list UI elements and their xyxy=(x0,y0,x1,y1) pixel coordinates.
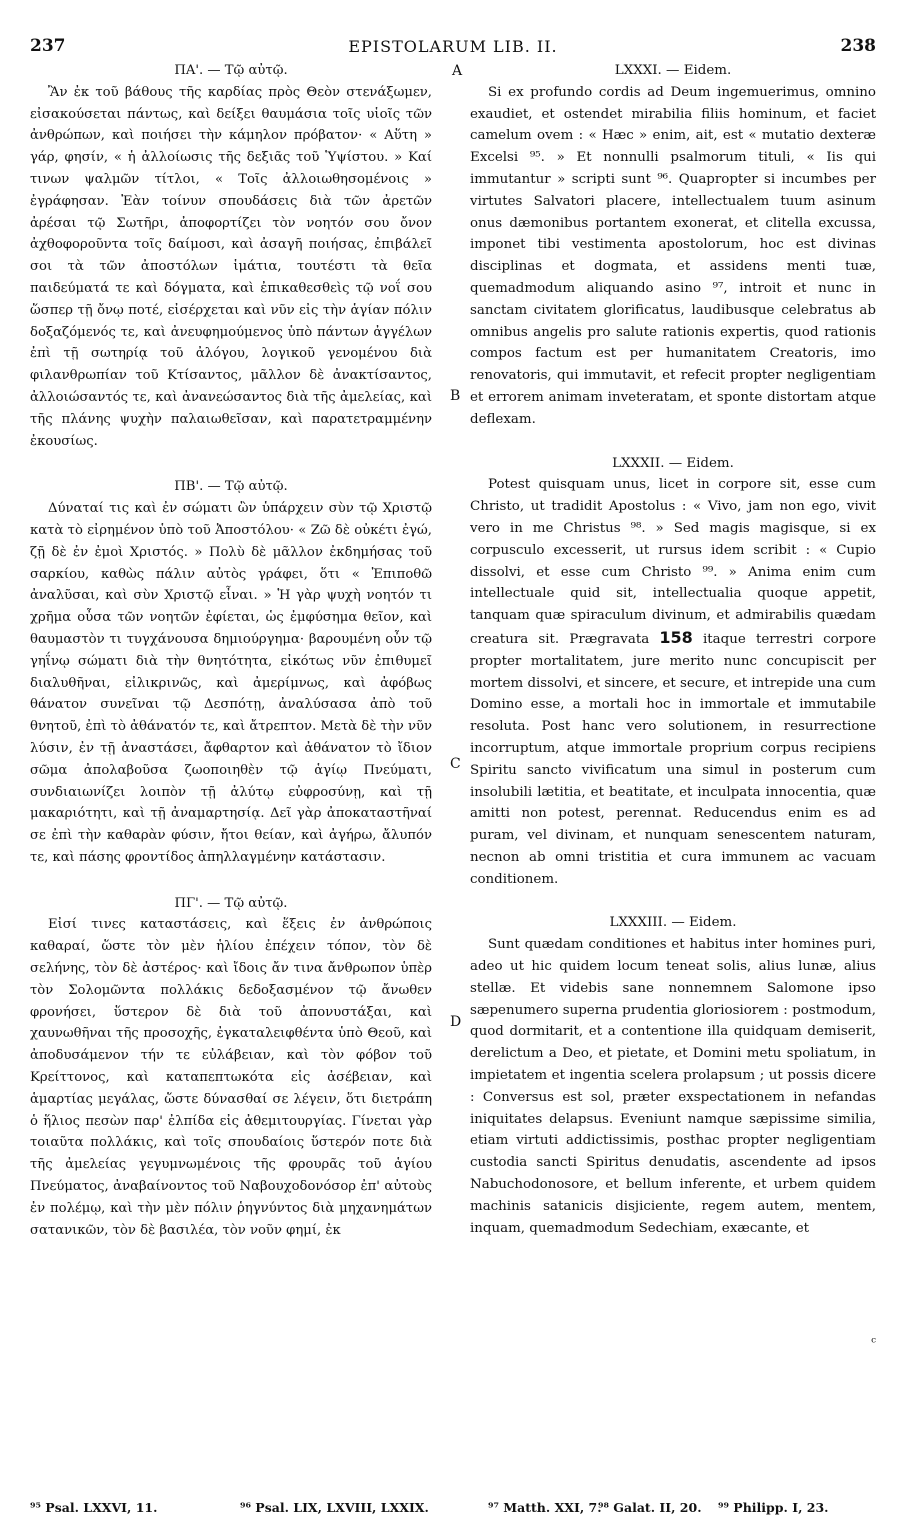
latin-letter-83-body: Sunt quædam conditiones et habitus inter homines puri, adeo ut hic quidem locum teneat solis, alius lunæ, alius stellæ. Et videbis sane nonnemnem Salomone ipso sæpenumero superna prudentia gloriosiorem : postmodum, quod dormitarit, et a contentione illa quidquam demiserit, derelictum a Deo, et pietate, et Domini metu spoliatum, in impietatem et ingentia scelera prolapsum ; ut possis dicere : Conversus est sol, præter exspectationem in nefandas iniquitates delapsus. Eveniunt namque sæpissime similia, etiam virtuti addictissimis, posthac propter negligentiam custodia sancti Spiritus denudatis, ascendente ad ipsos Nabuchodonosore, et bellum inferente, et urbem quidem machinis satanicis disjiciente, regem autem, mentem, inquam, quemadmodum Sedechiam, exæcante, et xyxy=(470,937,876,1236)
footnote-95: ⁹⁵ Psal. LXXVI, 11. xyxy=(30,1500,158,1515)
page-header xyxy=(30,36,876,58)
section-marker-a: A xyxy=(452,63,463,79)
running-title: EPISTOLARUM LIB. II. xyxy=(348,37,558,56)
latin-letter-82-body-part-2: itaque terrestri corpore propter mortalitatem, jure merito nunc concupiscit per mortem dissolvi, et sincere, et secure, et intrepide una cum Domino esse, a mortali hoc in immortale et immutabile resoluta. Post hanc vero solutionem, in resurrectione incorruptum, atque immortale proprium corpus recipiens Spiritu sancto vivificatum una simul in posterum cum insolubili lætitia, et beatitate, et inculpata innocentia, quæ amitti non potest, perennat. Reducendus enim es ad puram, vel divinam, et nunquam senescentem naturam, necnon ab omni tristitia et cura immunem ac vacuam conditionem. xyxy=(470,631,877,887)
latin-letter-81-heading: LXXXI. — Eidem. xyxy=(614,63,732,78)
greek-letter-82-heading: ΠΒ'. — Τῷ αὐτῷ. xyxy=(174,479,288,495)
latin-column xyxy=(470,60,876,1239)
page-number-right: 238 xyxy=(840,36,876,56)
page-number-left: 237 xyxy=(30,36,66,56)
footnotes xyxy=(30,1500,876,1522)
section-marker-b: B xyxy=(450,388,461,404)
footnote-96: ⁹⁶ Psal. LIX, LXVIII, LXXIX. xyxy=(240,1500,429,1515)
section-marker-d: D xyxy=(450,1014,462,1030)
greek-letter-82-body: Δύναταί τις καὶ ἐν σώματι ὢν ὑπάρχειν σὺν τῷ Χριστῷ κατὰ τὸ εἰρημένον ὑπὸ τοῦ Ἀποστόλου· « Ζῶ δὲ οὐκέτι ἐγώ, ζῇ δὲ ἐν ἐμοὶ Χριστός. » Πολὺ δὲ μᾶλλον ἐκδημήσας τοῦ σαρκίου, καθὼς πάλιν αὐτὸς γράφει, ὅτι « Ἐπιποθῶ ἀναλῦσαι, καὶ σὺν Χριστῷ εἶναι. » Ἡ γὰρ ψυχὴ νοητόν τι χρῆμα οὖσα τῶν νοητῶν ἐφίεται, ὡς ἐμφύσημα θεῖον, καὶ θαυμαστὸν τι τυγχάνουσα δημιούργημα· βαρουμένη οὖν τῷ γηΐνῳ σώματι διὰ τὴν θνητότητα, εἰκότως νῦν ἐπιθυμεῖ διαλυθῆναι, εἰλικρινῶς, καὶ ἀμερίμνως, καὶ ἀφόβως θάνατον συνεῖναι τῷ Δεσπότῃ, ἀναλύσασα ἀπὸ τοῦ θνητοῦ, ἐπὶ τὸ ἀθάνατόν τε, καὶ ἄτρεπτον. Μετὰ δὲ τὴν νῦν λύσιν, ἐν τῇ ἀναστάσει, ἄφθαρτον καὶ ἀθάνατον τὸ ἴδιον σῶμα ἀπολαβοῦσα ζωοποιηθὲν τῷ ἁγίῳ Πνεύματι, συνδιαιωνίζει λοιπὸν τῇ ἀλύτῳ εὐφροσύνῃ, καὶ τῇ μακαριότητι, καὶ τῇ ἀναμαρτησίᾳ. Δεῖ γὰρ ἀποκαταστῆναί σε ἐπὶ τὴν καθαρὰν φύσιν, ἤτοι θείαν, καὶ ἀγήρω, ἄλυπόν τε, καὶ πάσης φροντίδος ἀπηλλαγμένην κατάστασιν. xyxy=(30,501,432,865)
footnote-97: ⁹⁷ Matth. XXI, 7. xyxy=(488,1500,602,1515)
greek-letter-81-heading: ΠΑ'. — Τῷ αὐτῷ. xyxy=(174,63,288,78)
section-marker-c: C xyxy=(450,756,461,772)
latin-letter-82-body xyxy=(470,474,876,890)
greek-letter-81-body: Ἂν ἐκ τοῦ βάθους τῆς καρδίας πρὸς Θεὸν στενάξωμεν, εἰσακούσεται πάντως, καὶ δείξει θαυμάσια τοῖς υἱοῖς τῶν ἀνθρώπων, καὶ ποιήσει τὴν κάμηλον πρόβατον· « Αὕτη » γάρ, φησίν, « ἡ ἀλλοίωσις τῆς δεξιᾶς τοῦ Ὑψίστου. » Καί τινων ψαλμῶν τίτλοι, « Τοῖς ἀλλοιωθησομένοις » ἐγράφησαν. Ἐὰν τοίνυν σπουδάσεις διὰ τῶν ἀρετῶν ἀρέσαι τῷ Σωτῆρι, ἀποφορτίζει τὸν νοητόν σου ὄνον ἀχθοφοροῦντα τοῖς δαίμοσι, καὶ ἀσαγῆ ποιήσας, ἐπιβάλεῖ σοι τὰ τῶν ἀποστόλων ἱμάτια, τουτέστι τὰ θεῖα παιδεύματά τε καὶ δόγματα, καὶ ἐπικαθεσθεὶς τῷ νοΐ σου ὥσπερ τῇ ὄνῳ ποτέ, εἰσέρχεται καὶ νῦν εἰς τὴν ἁγίαν πόλιν δοξαζόμενός τε, καὶ ἀνευφημούμενος ὑπὸ πάντων ἀγγέλων ἐπὶ τῇ σωτηρίᾳ τοῦ ἀλόγου, λογικοῦ γενομένου διὰ φιλανθρωπίαν τοῦ Κτίσαντος, μᾶλλον δὲ ἀνακτίσαντος, ἀλλοιώσαντός τε, καὶ ἀνανεώσαντος διὰ τῆς ἀμελείας, καὶ τῆς πλάνης ψυχὴν παλαιωθεῖσαν, καὶ παρατετραμμένην ἐκουσίως. xyxy=(30,84,432,449)
greek-column xyxy=(30,60,432,1241)
latin-letter-83-heading: LXXXIII. — Eidem. xyxy=(609,915,737,931)
greek-letter-83-heading: ΠΓ'. — Τῷ αὐτῷ. xyxy=(174,895,288,911)
greek-letter-83-body: Εἰσί τινες καταστάσεις, καὶ ἕξεις ἐν ἀνθρώποις καθαραί, ὥστε τὸν μὲν ἡλίου ἐπέχειν τόπον, τὸν δὲ σελήνης, τὸν δὲ ἀστέρος· καὶ ἴδοις ἄν τινα ἄνθρωπον ὑπὲρ τὸν Σολομῶντα πολλάκις δεδοξασμένον τῷ ἄνωθεν φρονήσει, ὕστερον δὲ διὰ τοῦ ἀπονυστάξαι, καὶ χαυνωθῆναι τῆς προσοχῆς, ἐγκαταλειφθέντα ὑπὸ Θεοῦ, καὶ ἀποδυσάμενον τήν τε εὐλάβειαν, καὶ τὸν φόβον τοῦ Κρείττονος, καὶ καταπεπτωκότα εἰς ἀσέβειαν, καὶ ἁμαρτίας μεγάλας, ὥστε δύνασθαί σε λέγειν, ὅτι διετράπη ὁ ἥλιος πεσὼν παρ' ἐλπίδα εἰς ἀθεμιτουργίας. Γίνεται γὰρ τοιαῦτα πολλάκις, καὶ τοῖς σπουδαίοις ὕστερόν ποτε διὰ τῆς ἀμελείας γεγυμνωμένοις τῆς φρουρᾶς τοῦ ἁγίου Πνεύματος, ἀναβαίνοντος τοῦ Ναβουχοδονόσορ ἐπ' αὐτοὺς ἐν πολέμῳ, καὶ τὴν μὲν πόλιν ῥηγνύντος διὰ μηχανημάτων σατανικῶν, τὸν δὲ βασιλέα, τὸν νοῦν φημί, ἐκ xyxy=(30,917,432,1238)
latin-letter-82-heading: LXXXII. — Eidem. xyxy=(612,455,734,471)
margin-mark: ᶜ xyxy=(871,1335,876,1351)
latin-letter-81-body: Si ex profundo cordis ad Deum ingemuerimus, omnino exaudiet, et ostendet mirabilia filiis hominum, et faciet camelum ovem : « Hæc » enim, ait, est « mutatio dexteræ Excelsi ⁹⁵. » Et nonnulli psalmorum tituli, « Iis qui immutantur » scripti sunt ⁹⁶. Quapropter si incumbes per virtutes Salvatori placere, intellectualem tuum asinum onus dæmonibus portantem exonerat, et clitella excussa, imponet tibi vestimenta apostolorum, hoc est divinas disciplinas et dogmata, et assidens menti tuæ, quemadmodum aliquando asino ⁹⁷, introit et nunc in sanctam civitatem glorificatus, laudibusque celebratus ab omnibus angelis pro salute rationis expertis, quod rationis compos factum est per humanitatem Creatoris, imo renovatoris, qui immutavit, et refecit propter negligentiam et errorem animam inveteratam, et sponte distortam atque deflexam. xyxy=(470,84,876,427)
footnote-99: ⁹⁹ Philipp. I, 23. xyxy=(718,1500,829,1515)
latin-letter-82-body-part-1: Potest quisquam unus, licet in corpore sit, esse cum Christo, ut tradidit Apostolus : « Vivo, jam non ego, vivit vero in me Christus ⁹⁸. » Sed magis magisque, si ex corpusculo excesserit, ut rursus idem scribit : « Cupio dissolvi, et esse cum Christo ⁹⁹. » Anima enim cum intellectuale quid sit, intellectualia quoque appetit, tanquam quæ spiraculum divinum, et admirabilis quædam creatura sit. Prægravata xyxy=(470,477,876,647)
footnote-98: ⁹⁸ Galat. II, 20. xyxy=(598,1500,702,1515)
migne-page-number-mark: 158 xyxy=(659,627,693,647)
